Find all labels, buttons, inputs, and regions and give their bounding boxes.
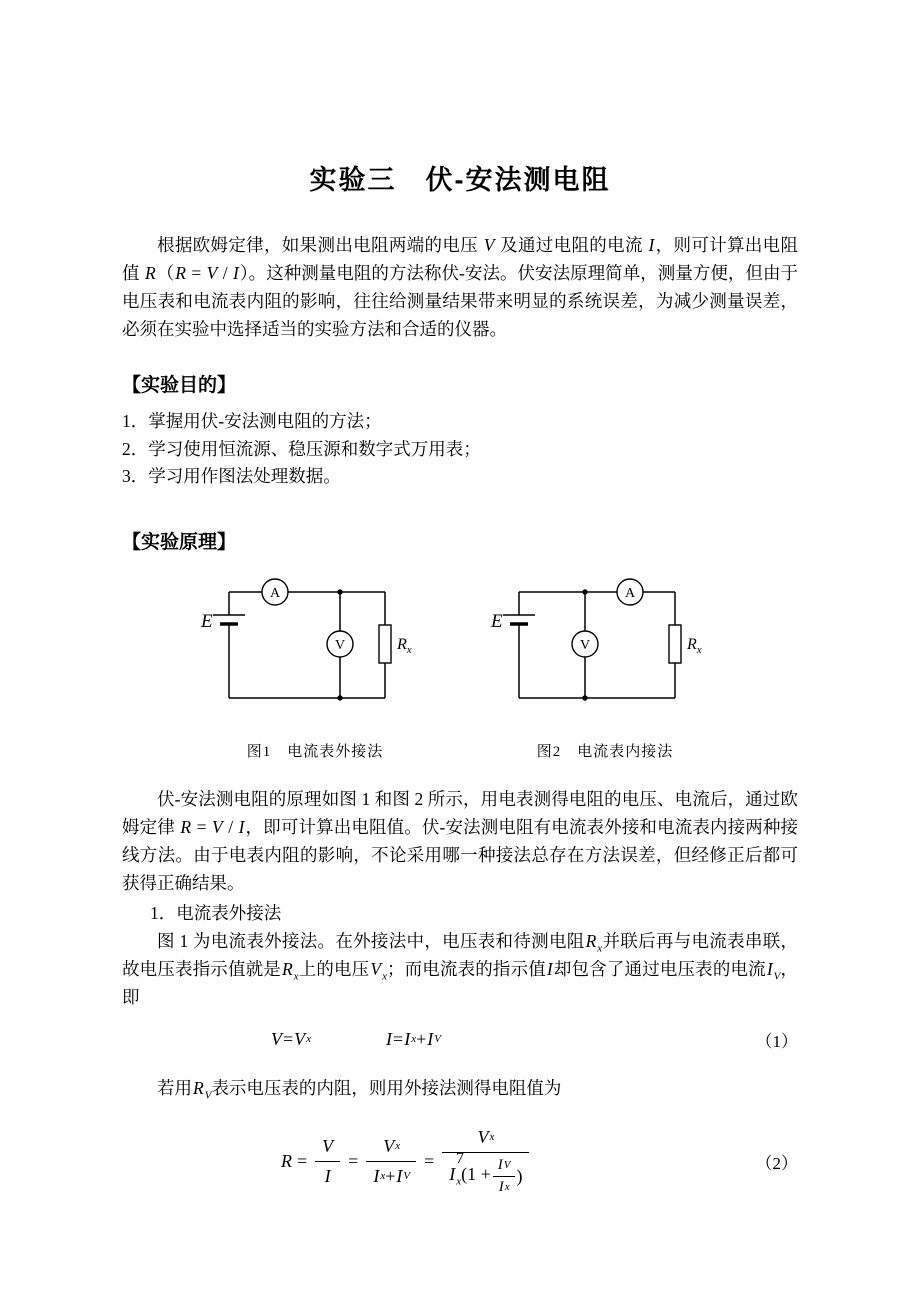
equation-number-2: （2） [755, 1153, 798, 1173]
source-label: E [201, 610, 213, 632]
fraction-v-over-i: $\frac{V}{I}$ [315, 1135, 340, 1188]
page-title: 实验三 伏-安法测电阻 [309, 165, 611, 195]
figures-row [122, 576, 798, 761]
page-number: 7 [456, 1150, 464, 1167]
resistor-symbol [669, 625, 681, 663]
circuit-diagram-1 [199, 576, 431, 714]
equals-sign: = [424, 1150, 435, 1171]
junction-dot [582, 589, 587, 594]
battery-symbol [213, 615, 245, 624]
formula-1-left: V = V x [271, 1028, 312, 1049]
principle-heading: 【实验原理】 [122, 531, 237, 553]
ammeter-label: A [624, 585, 636, 601]
source-label: E [491, 610, 503, 632]
resistor-symbol [379, 625, 391, 663]
equals-sign: = [348, 1150, 359, 1171]
objective-item-3: 3．学习用作图法处理数据。 [122, 466, 341, 486]
ammeter-label: A [269, 585, 281, 601]
circuit-wires [229, 592, 385, 698]
formula-1-right: I = I x + I V [386, 1028, 441, 1049]
battery-symbol [503, 615, 535, 624]
figure-1 [199, 576, 431, 761]
figure-1-caption: 图1 电流表外接法 [246, 743, 384, 760]
intro-paragraph: 根据欧姆定律，如果测出电阻两端的电压 V 及通过电阻的电流 I，则可计算出电阻值 R（R = V / I）。这种测量电阻的方法称伏-安法。伏安法原理简单，测量方便，但由于电压表和电流表内阻的影响，往往给测量结果带来明显的系统误差，为减少测量误差，必须在实验中选择适当的实验方法和合适的仪器。 [122, 235, 799, 339]
fraction-vx-over-corrected: V x $I_x(1$ + I V I x ) [442, 1126, 528, 1197]
formula-1 [122, 1027, 798, 1052]
equals-sign: = [297, 1150, 308, 1171]
resistor-label: $R_x$ [687, 635, 702, 656]
principle-paragraph-3: 若用$R_V$表示电压表的内阻，则用外接法测得电阻值为 [157, 1077, 562, 1101]
subsection-heading-1: 1．电流表外接法 [150, 902, 282, 923]
objectives-heading: 【实验目的】 [122, 375, 237, 396]
fraction-vx-over-sum: V x I x + I V [366, 1135, 416, 1188]
equation-number-1: （1） [755, 1031, 798, 1051]
junction-dot [337, 695, 342, 700]
principle-paragraph-1: 伏-安法测电阻的原理如图 1 和图 2 所示，用电表测得电阻的电压、电流后，通过欧姆定律 R = V / I，即可计算出电阻值。伏-安法测电阻有电流表外接和电流表内接两种接线方法。由于电表内阻的影响，不论采用哪一种接法总存在方法误差，但经修正后都可获得正确结果。 [122, 788, 798, 893]
figure-2 [489, 576, 721, 761]
junction-dot [582, 695, 587, 700]
voltmeter-label: V [334, 637, 346, 653]
circuit-diagram-2 [489, 576, 721, 714]
inner-fraction-iv-over-ix: I V I x [493, 1157, 515, 1196]
formula-2-lhs: R [281, 1150, 292, 1171]
figure-2-caption: 图2 电流表内接法 [536, 743, 674, 760]
resistor-label: $R_x$ [397, 635, 412, 656]
voltmeter-label: V [579, 637, 591, 653]
objective-item-2: 2．学习使用恒流源、稳压源和数字式万用表； [122, 438, 481, 459]
principle-paragraph-2: 图 1 为电流表外接法。在外接法中，电压表和待测电阻$R_x$并联后再与电流表串联，故电压表指示值就是$R_x$上的电压$V_x$；而电流表的指示值I却包含了通过电压表的电流$I_V$，即 [122, 930, 799, 1007]
junction-dot [337, 589, 342, 594]
objective-item-1: 1．掌握用伏-安法测电阻的方法； [122, 411, 382, 431]
